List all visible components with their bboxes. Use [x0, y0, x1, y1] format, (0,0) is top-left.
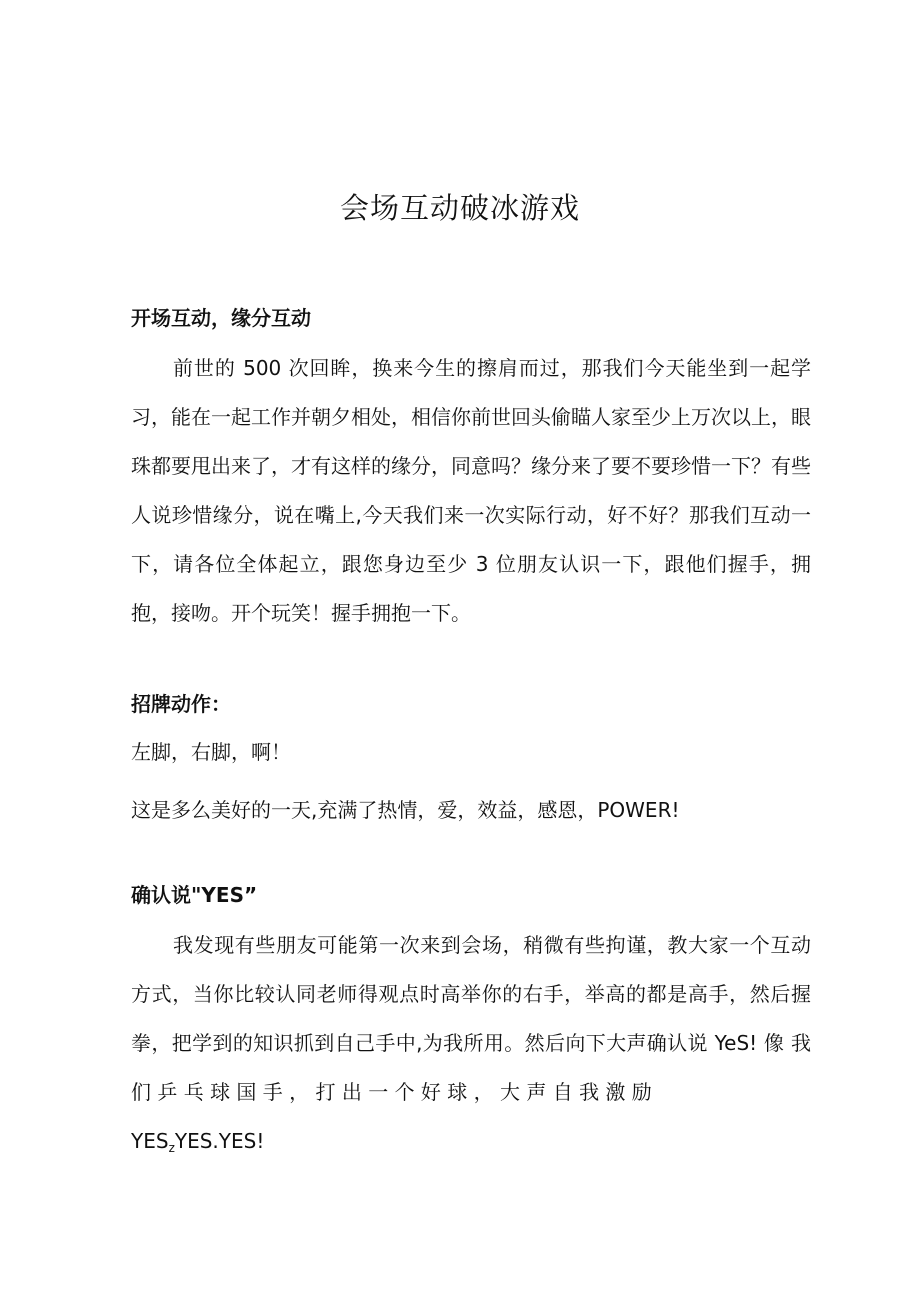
- section-confirm-yes: [131, 880, 811, 1173]
- section-heading: 招牌动作：: [131, 692, 231, 716]
- section-signature-moves: [131, 689, 811, 825]
- chant-line-2: 这是多么美好的一天,充满了热情，爱，效益，感恩，POWER!: [131, 798, 680, 822]
- section-paragraph: 我发现有些朋友可能第一次来到会场，稍微有些拘谨，教大家一个互动方式，当你比较认同老师得观点时高举你的右手，举高的都是高手，然后握拳，把学到的知识抓到自己手中,为我所用。然后向下大声确认说 YeS! 像 我 们 乒 乓 球 国 手 ， 打 出 一 个 好 球 ， 大 声 自 我 激 励: [131, 933, 811, 1104]
- document-title: 会场互动破冰游戏: [339, 191, 580, 225]
- yes-chant-part-a: YES: [131, 1129, 169, 1153]
- yes-chant-part-b: YES.YES!: [174, 1129, 265, 1153]
- section-paragraph: 前世的 500 次回眸，换来今生的擦肩而过，那我们今天能坐到一起学习，能在一起工作并朝夕相处，相信你前世回头偷瞄人家至少上万次以上，眼珠都要甩出来了，才有这样的缘分，同意吗？缘分来了要不要珍惜一下？有些人说珍惜缘分，说在嘴上,今天我们来一次实际行动，好不好？那我们互动一下，请各位全体起立，跟您身边至少 3 位朋友认识一下，跟他们握手，拥抱，接吻。开个玩笑！握手拥抱一下。: [131, 356, 811, 625]
- yes-chant-subscript: z: [168, 1141, 175, 1155]
- section-opening-interaction: [131, 303, 811, 638]
- section-heading: 开场互动，缘分互动: [131, 306, 311, 330]
- chant-line-1: 左脚，右脚，啊！: [131, 740, 291, 764]
- yes-chant-line: [131, 1117, 811, 1173]
- section-heading: 确认说"YES”: [131, 883, 258, 907]
